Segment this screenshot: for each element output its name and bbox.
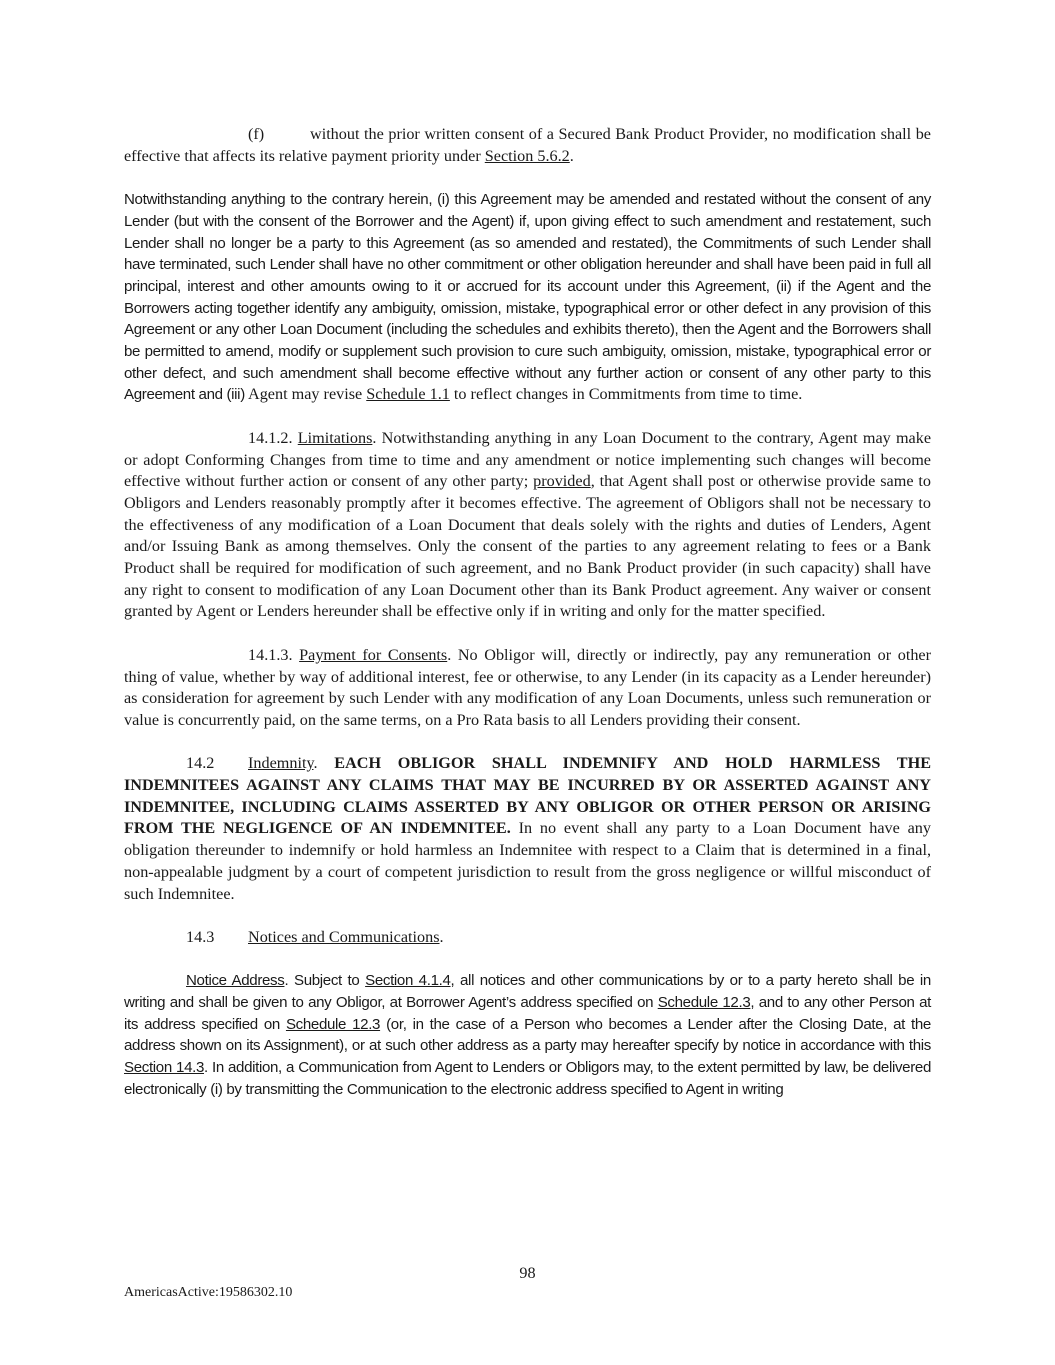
bold-indemnity-text: EACH OBLIGOR SHALL INDEMNIFY AND HOLD HARMLESS THE INDEMNITEES AGAINST ANY CLAIMS THAT MAY BE INCURRED BY OR ASSERTED AGAINST ANY INDEMNITEE, INCLUDING CLAIMS ASSERTED BY ANY OBLIGOR OR OTHER PERSON OR ARISING FROM THE NEGLIGENCE OF AN INDEMNITEE. <box>124 754 931 838</box>
section-number: 14.2 <box>186 754 215 773</box>
paragraph-text: . Notwithstanding anything in any Loan Document to the contrary, Agent may make or adopt Conforming Changes from time to time and any amendment or notice implementing such changes will become effective without further action or consent of any other party; <box>124 428 931 491</box>
document-page <box>124 124 931 1101</box>
schedule-reference: Schedule 1.1 <box>366 385 450 404</box>
document-id: AmericasActive:19586302.10 <box>124 1285 293 1300</box>
clause-label: (f) <box>248 125 265 143</box>
section-title: Indemnity <box>248 754 314 773</box>
schedule-reference: Schedule 12.3 <box>657 994 751 1012</box>
paragraph-text: In no event shall any party to a Loan Document have any obligation thereunder to indemnify or hold harmless an Indemnitee with respect to a Claim that is determined in a final, non-appealable judgment by a court of competent jurisdiction to result from the gross negligence or willful misconduct of such Indemnitee. <box>124 819 931 903</box>
section-number: 14.1.3. <box>248 645 293 664</box>
section-14-1-3 <box>124 645 931 732</box>
section-title: Limitations <box>297 428 373 447</box>
paragraph-text: . No Obligor will, directly or indirectly, pay any remuneration or other thing of value, whether by way of additional interest, fee or otherwise, to any Lender (in its capacity as a Lender hereunder) as consideration for agreement by such Lender with any modification of any Loan Documents, unless such remuneration or value is concurrently paid, on the same terms, on a Pro Rata basis to all Lenders providing their consent. <box>124 645 932 729</box>
paragraph-text: without the prior written consent of a Secured Bank Product Provider, no modification shall be effective that affects its relative payment priority under <box>124 125 931 165</box>
schedule-reference: Schedule 12.3 <box>285 1015 381 1033</box>
notice-address-title: Notice Address <box>186 972 285 990</box>
notice-address-paragraph: Notice Address. Subject to Section 4.1.4, all notices and other communications by or to a party hereto shall be in writing and shall be given to any Obligor, at Borrower Agent’s address specified on Schedule 12.3, and to any other Person at its address specified on Schedule 12.3 (or, in the case of a Person who becomes a Lender after the Closing Date, at the address shown on its Assignment), or at such other address as a party may hereafter specify by notice in accordance with this Section 14.3. In addition, a Communication from Agent to Lenders or Obligors may, to the extent permitted by law, be delivered electronically (i) by transmitting the Communication to the electronic address specified to Agent in writing <box>124 972 931 1098</box>
section-title: Notices and Communications <box>248 927 440 946</box>
section-reference: Section 4.1.4 <box>365 972 451 990</box>
section-reference: Section 14.3 <box>124 1059 204 1077</box>
paragraph-text: Notwithstanding anything to the contrary herein, (i) this Agreement may be amended and restated without the consent of any Lender (but with the consent of the Borrower and the Agent) if, upon giving effect to such amendment and restatement, such Lender shall no longer be a party to this Agreement (as so amended and restated), the Commitments of such Lender shall have terminated, such Lender shall have no other commitment or other obligation hereunder and shall have been paid in full all principal, interest and other amounts owing to it or accrued for its account under this Agreement, (ii) if the Agent and the Borrowers acting together identify any ambiguity, omission, mistake, typographical error or other defect in any provision of this Agreement or any other Loan Document (including the schedules and exhibits thereto), then the Agent and the Borrowers shall be permitted to amend, modify or supplement such provision to cure such ambiguity, omission, mistake, typographical error or other defect, and such amendment shall become effective without any further action or consent of any other party to this Agreement and (iii) <box>124 191 931 404</box>
section-14-1-2: 14.1.2. Limitations. Notwithstanding anything in any Loan Document to the contrary, Agent may make or adopt Conforming Changes from time to time and any amendment or notice implementing such changes will become effective without further action or consent of any other party; provided, that Agent shall post or otherwise provide same to Obligors and Lenders reasonably promptly after it becomes effective. The agreement of Obligors shall not be necessary to the effectiveness of any modification of a Loan Document that deals solely with the rights and duties of Lenders, Agent and/or Issuing Bank as among themselves. Only the consent of the parties to any agreement relating to fees or a Bank Product shall be required for modification of such agreement, and no Bank Product provider (in such capacity) shall have any right to consent to modification of any Loan Document other than its Bank Product agreement. Any waiver or consent granted by Agent or Lenders hereunder shall be effective only if in writing and only for the matter specified. <box>124 428 931 621</box>
paragraph-notwithstanding: Notwithstanding anything to the contrary herein, (i) this Agreement may be amended and restated without the consent of any Lender (but with the consent of the Borrower and the Agent) if, upon giving effect to such amendment and restatement, such Lender shall no longer be a party to this Agreement (as so amended and restated), the Commitments of such Lender shall have terminated, such Lender shall have no other commitment or other obligation hereunder and shall have been paid in full all principal, interest and other amounts owing to it or accrued for its account under this Agreement, (ii) if the Agent and the Borrowers acting together identify any ambiguity, omission, mistake, typographical error or other defect in any provision of this Agreement or any other Loan Document (including the schedules and exhibits thereto), then the Agent and the Borrowers shall be permitted to amend, modify or supplement such provision to cure such ambiguity, omission, mistake, typographical error or other defect, and such amendment shall become effective without any further action or consent of any other party to this Agreement and (iii) Agent may revise Schedule 1.1 to reflect changes in Commitments from time to time. <box>124 191 931 404</box>
paragraph-f: (f) without the prior written consent of a Secured Bank Product Provider, no modification shall be effective that affects its relative payment priority under Section 5.6.2. <box>124 125 931 165</box>
provided-term: provided <box>533 472 591 491</box>
section-14-2: 14.2 Indemnity. EACH OBLIGOR SHALL INDEMNIFY AND HOLD HARMLESS THE INDEMNITEES AGAINST ANY CLAIMS THAT MAY BE INCURRED BY OR ASSERTED AGAINST ANY INDEMNITEE, INCLUDING CLAIMS ASSERTED BY ANY OBLIGOR OR OTHER PERSON OR ARISING FROM THE NEGLIGENCE OF AN INDEMNITEE. In no event shall any party to a Loan Document have any obligation thereunder to indemnify or hold harmless an Indemnitee with respect to a Claim that is determined in a final, non-appealable judgment by a court of competent jurisdiction to result from the gross negligence or willful misconduct of such Indemnitee. <box>124 754 931 903</box>
section-14-3: 14.3 Notices and Communications. <box>124 927 931 949</box>
section-number: 14.1.2. <box>248 428 293 447</box>
section-reference: Section 5.6.2 <box>484 146 570 165</box>
section-title: Payment for Consents <box>299 645 448 664</box>
section-number: 14.3 <box>186 927 215 946</box>
page-number: 98 <box>519 1264 536 1282</box>
